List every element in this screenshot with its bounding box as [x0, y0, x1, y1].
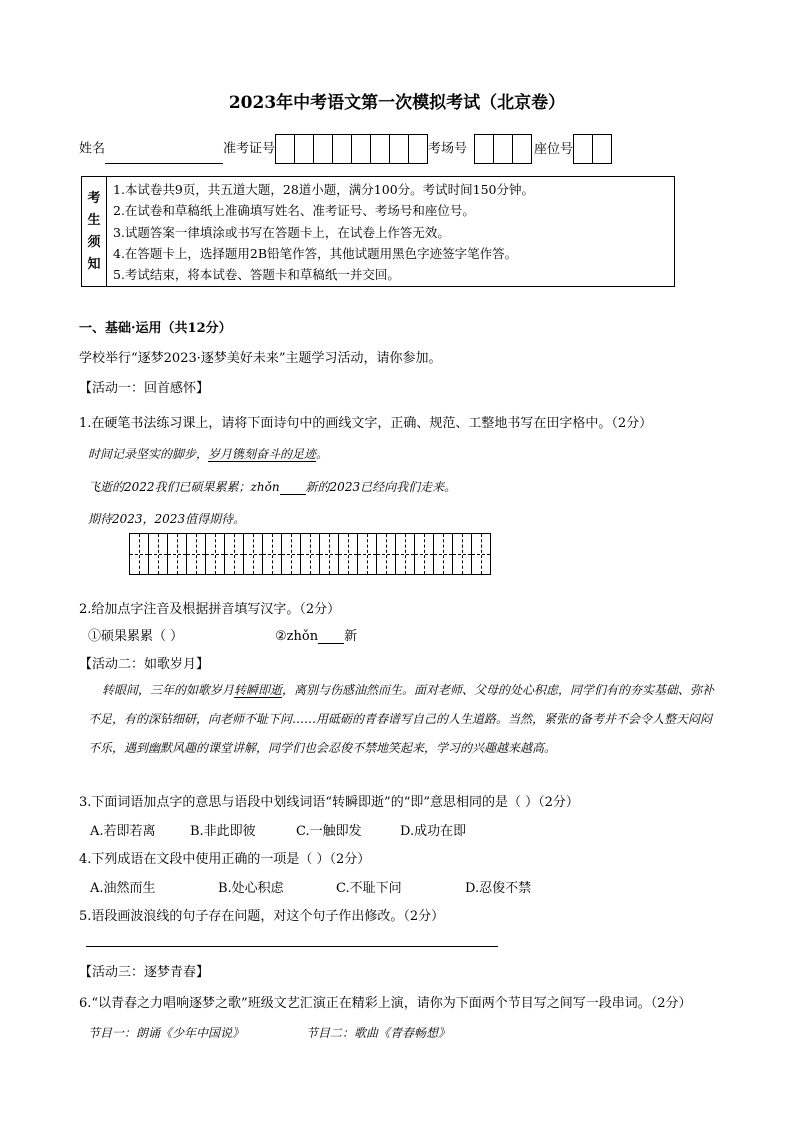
answer-line[interactable] — [86, 946, 498, 947]
q2-part-b: ②zhǒn 新 — [275, 629, 358, 644]
room-label: 考场号 — [428, 141, 468, 157]
header-row — [79, 134, 612, 164]
name-label: 姓名 — [79, 141, 106, 157]
q3-option[interactable]: D.成功在即 — [400, 824, 467, 839]
question-1: 1.在硬笔书法练习课上，请将下面诗句中的画线文字，正确、规范、工整地书写在田字格中。（2分） — [79, 416, 653, 431]
tianzige-grid[interactable] — [129, 533, 491, 575]
program-2: 节目二：歌曲《青春畅想》 — [306, 1026, 451, 1040]
underlined-word: 转瞬即逝 — [234, 683, 283, 697]
q4-option[interactable]: D.忍俊不禁 — [465, 881, 532, 896]
section-heading: 一、基础·运用（共12分） — [79, 321, 232, 336]
activity2-heading: 【活动二：如歌岁月】 — [79, 657, 210, 672]
question-2: 2.给加点字注音及根据拼音填写汉字。（2分） — [79, 602, 341, 617]
q4-option[interactable]: C.不耻下问 — [336, 881, 402, 896]
question-4: 4.下列成语在文段中使用正确的一项是（ ）（2分） — [79, 852, 371, 867]
poem-line-1: 时间记录坚实的脚步，岁月镌刻奋斗的足迹。 — [88, 447, 329, 461]
seat-boxes[interactable] — [573, 134, 612, 164]
q4-option[interactable]: A.油然而生 — [90, 881, 156, 896]
notice-item: 4.在答题卡上，选择题用2B铅笔作答，其他试题用黑色字迹签字笔作答。 — [113, 245, 518, 261]
poem-line-3: 期待2023，2023值得期待。 — [88, 512, 246, 526]
seat-label: 座位号 — [534, 141, 574, 157]
poem-line-2: 飞逝的2022我们已硕果累累；zhǒn 新的2023已经向我们走来。 — [88, 480, 457, 494]
exam-no-boxes[interactable] — [275, 134, 428, 164]
page-title: 2023年中考语文第一次模拟考试（北京卷） — [228, 93, 566, 113]
notice-item: 3.试题答案一律填涂或书写在答题卡上，在试卷上作答无效。 — [113, 224, 450, 240]
candidate-notice — [81, 176, 675, 287]
notice-item: 1.本试卷共9页，共五道大题，28道小题，满分100分。考试时间150分钟。 — [113, 182, 535, 197]
notice-items — [107, 177, 540, 286]
question-5: 5.语段画波浪线的句子存在问题，对这个句子作出修改。（2分） — [79, 909, 445, 924]
activity1-heading: 【活动一：回首感怀】 — [79, 381, 210, 396]
q4-option[interactable]: B.处心积虑 — [218, 881, 284, 896]
passage: 转眼间，三年的如歌岁月转瞬即逝，离别与伤感油然而生。面对老师、父母的处心积虑，同学们有的夯实基础、弥补不足，有的深钻细研，向老师不耻下问……用砥砺的青春谱写自己的人生道路。当然，紧张的备考并不会令人整天闷闷不乐，遇到幽默风趣的课堂讲解，同学们也会忍俊不禁地笑起来，学习的兴趣越来越高。 — [88, 683, 715, 755]
intro-text: 学校举行“逐梦2023·逐梦美好未来”主题学习活动，请你参加。 — [79, 351, 442, 366]
q3-option[interactable]: B.非此即彼 — [190, 824, 256, 839]
notice-item: 5.考试结束，将本试卷、答题卡和草稿纸一并交回。 — [113, 267, 400, 283]
q2-part-a: ①硕果累累（ ） — [88, 629, 184, 644]
room-boxes[interactable] — [474, 134, 532, 164]
q3-option[interactable]: C.一触即发 — [296, 824, 362, 839]
q3-option[interactable]: A.若即若离 — [90, 824, 156, 839]
exam-no-label: 准考证号 — [223, 141, 276, 157]
notice-item: 2.在试卷和草稿纸上准确填写姓名、准考证号、考场号和座位号。 — [113, 203, 475, 219]
program-1: 节目一：朗诵《少年中国说》 — [88, 1026, 245, 1040]
underlined-phrase: 岁月镌刻奋斗的足迹 — [208, 447, 317, 461]
question-6: 6.“以青春之力唱响逐梦之歌”班级文艺汇演正在精彩上演，请你为下面两个节目写之间写一段串词。（2分） — [79, 996, 692, 1011]
activity3-heading: 【活动三：逐梦青春】 — [79, 965, 210, 980]
question-3: 3.下面词语加点字的意思与语段中划线词语“转瞬即逝”的“即”意思相同的是（ ）（2分） — [79, 795, 579, 810]
name-field[interactable] — [105, 149, 223, 164]
notice-label: 考 生 须 知 — [82, 177, 107, 286]
